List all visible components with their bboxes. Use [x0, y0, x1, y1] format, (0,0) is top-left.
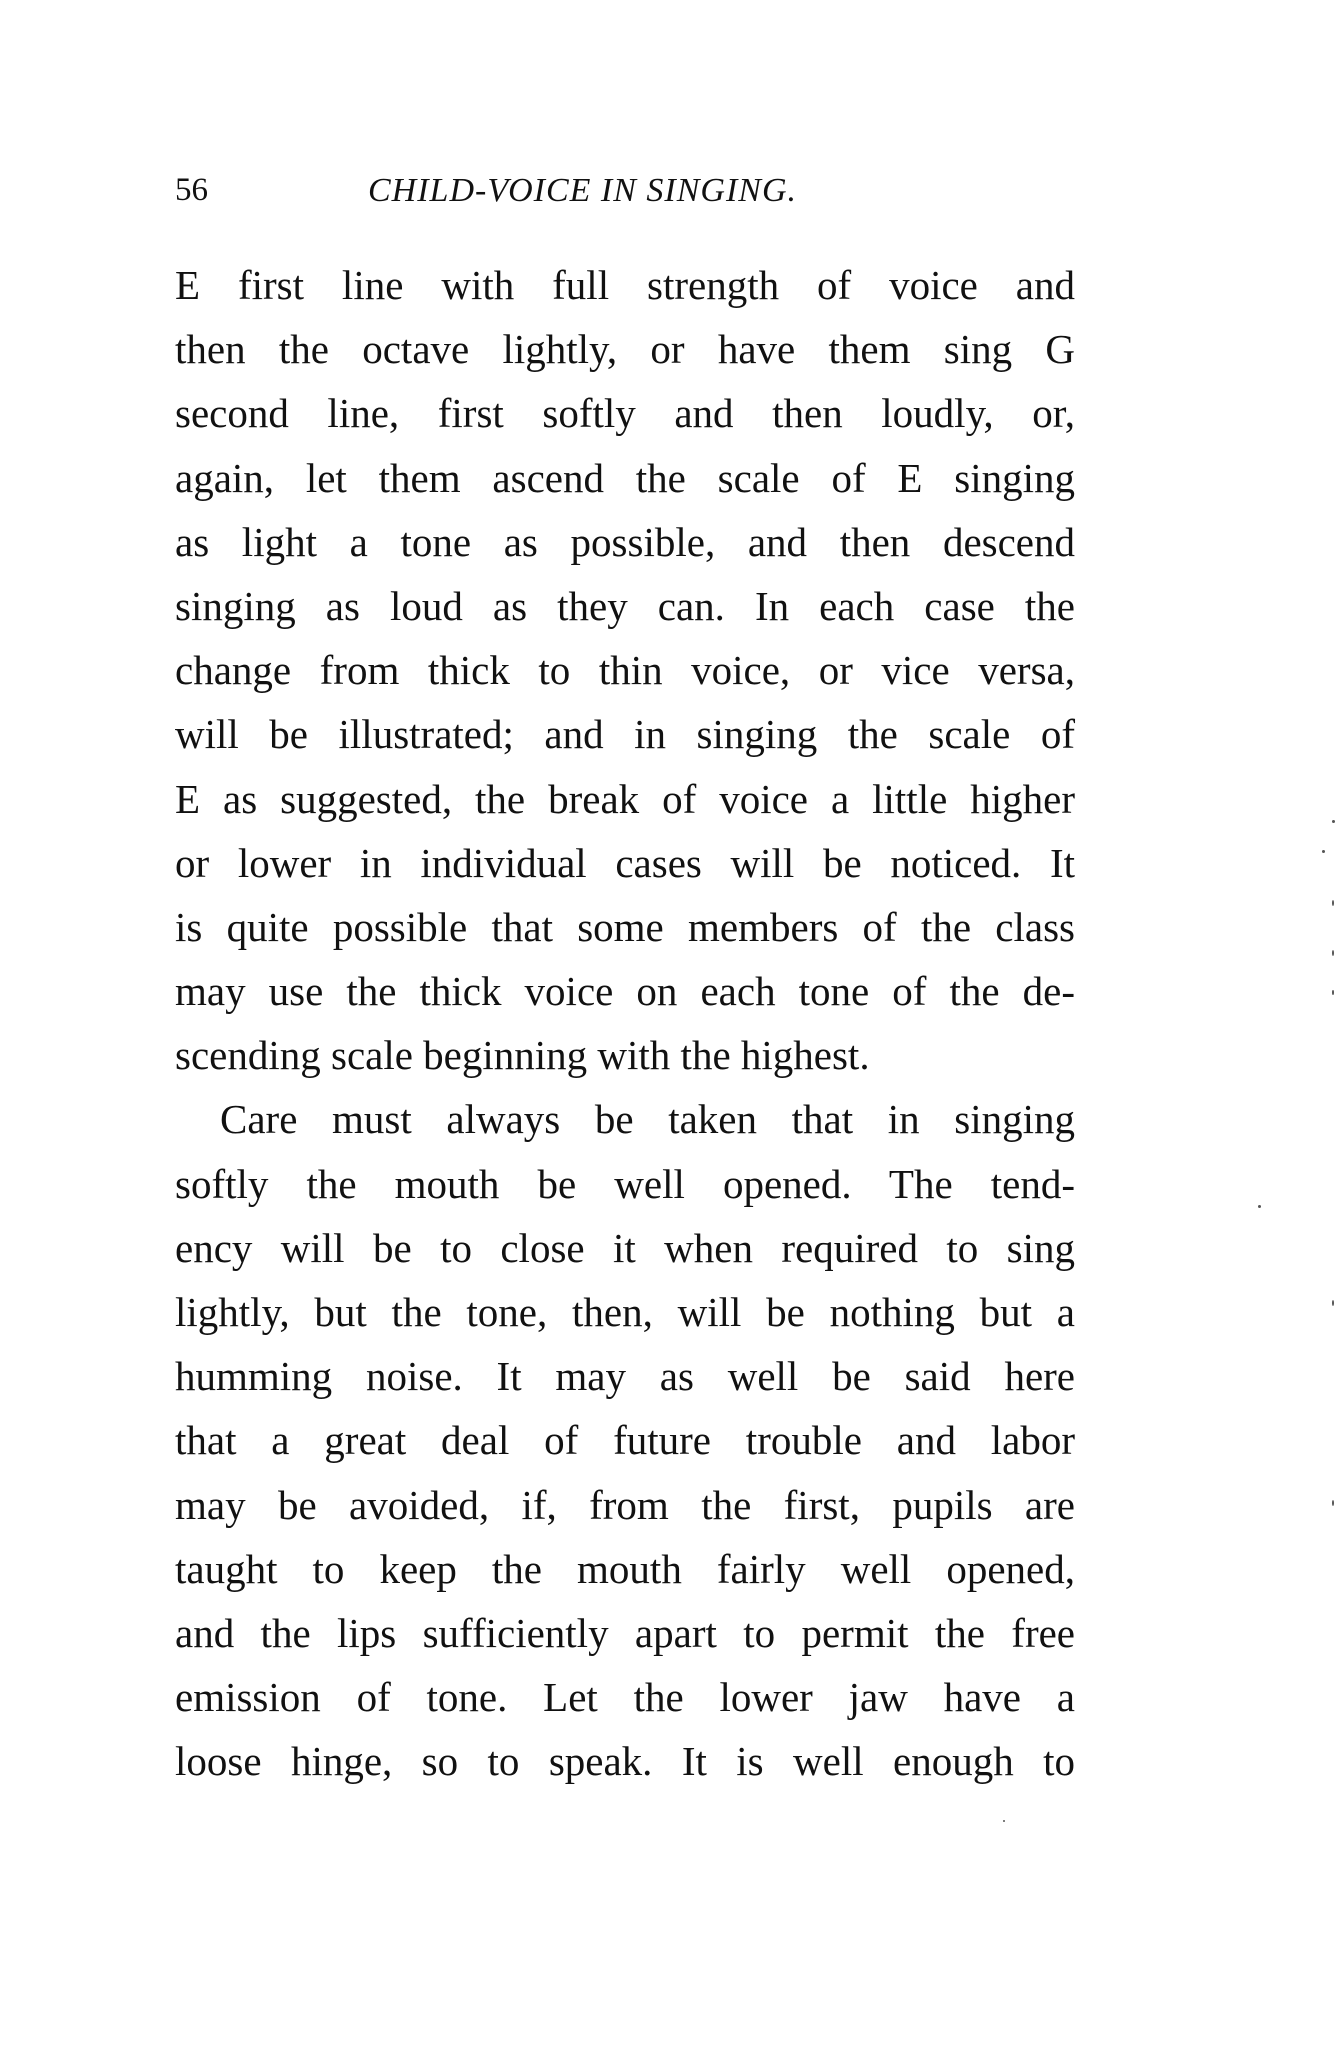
scan-speck	[1332, 950, 1334, 956]
page-header	[175, 172, 1075, 220]
scan-speck	[1332, 900, 1334, 906]
text-line: or lower in individual cases will be noticed. It	[175, 839, 1075, 886]
text-line: as light a tone as possible, and then descend	[175, 518, 1075, 565]
text-line: second line, first softly and then loudly, or,	[175, 390, 1075, 437]
scan-speck	[1258, 1205, 1261, 1208]
text-line: lightly, but the tone, then, will be nothing but a	[175, 1289, 1075, 1335]
text-line: and the lips sufficiently apart to permit the free	[175, 1609, 1075, 1656]
text-line: humming noise. It may as well be said here	[175, 1353, 1075, 1400]
text-line: may be avoided, if, from the first, pupils are	[175, 1481, 1075, 1528]
scan-speck	[1322, 850, 1325, 853]
text-line: will be illustrated; and in singing the scale of	[175, 711, 1075, 758]
text-line: may use the thick voice on each tone of the de-	[175, 968, 1075, 1015]
page-number: 56	[175, 172, 208, 208]
paragraph-first-line: Care must always be taken that in singing	[220, 1096, 1075, 1143]
text-line: then the octave lightly, or have them sing G	[175, 326, 1075, 373]
scan-speck	[1332, 990, 1334, 995]
text-line: singing as loud as they can. In each case the	[175, 582, 1075, 629]
text-line: scending scale beginning with the highest.	[175, 1032, 870, 1079]
scan-speck	[1003, 1820, 1005, 1822]
body-text	[175, 253, 1075, 1794]
text-line: E as suggested, the break of voice a little higher	[175, 775, 1075, 822]
text-line: softly the mouth be well opened. The tend-	[175, 1160, 1075, 1207]
text-line: emission of tone. Let the lower jaw have a	[175, 1674, 1075, 1721]
running-head: CHILD-VOICE IN SINGING.	[368, 172, 798, 209]
text-line: change from thick to thin voice, or vice versa,	[175, 647, 1075, 694]
text-line: taught to keep the mouth fairly well opened,	[175, 1545, 1075, 1592]
text-line: that a great deal of future trouble and labor	[175, 1417, 1075, 1464]
scan-speck	[1332, 1500, 1334, 1506]
text-line: again, let them ascend the scale of E singing	[175, 454, 1075, 501]
text-line: ency will be to close it when required to sing	[175, 1224, 1075, 1271]
text-line: is quite possible that some members of the class	[175, 903, 1075, 950]
text-line: E first line with full strength of voice and	[175, 262, 1075, 308]
scan-speck	[1332, 1300, 1334, 1306]
scan-speck	[1332, 820, 1335, 823]
text-line: loose hinge, so to speak. It is well enough to	[175, 1738, 1075, 1785]
